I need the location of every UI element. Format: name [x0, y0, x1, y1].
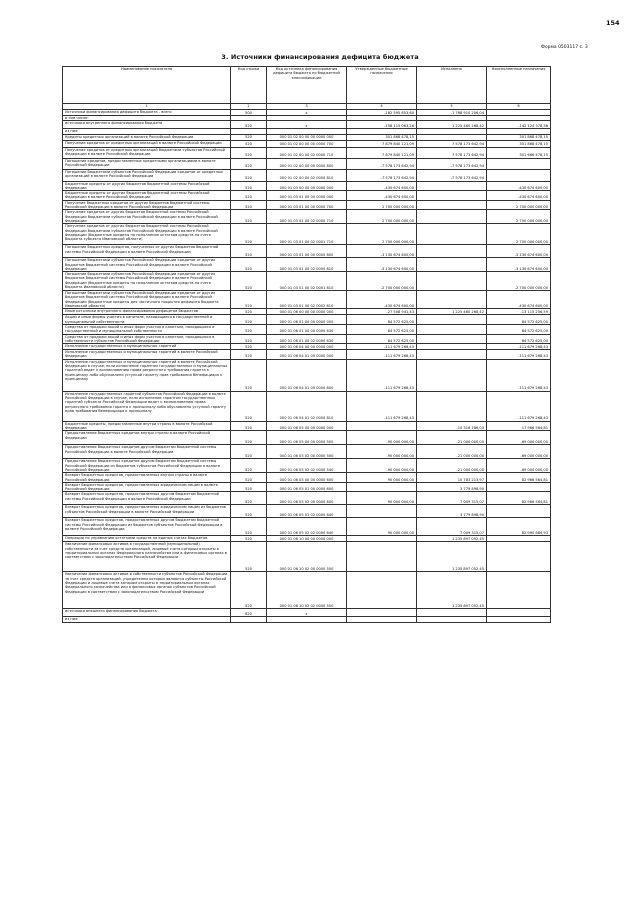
unexecuted-cell: -2 700 000 000,00 — [487, 272, 551, 291]
approved-cell: 7 879 840 121,09 — [347, 147, 417, 158]
line-code-cell: 520 — [231, 181, 267, 191]
table-row — [63, 272, 551, 291]
approved-cell: -90 000 000,00 — [347, 431, 417, 445]
table-row — [63, 291, 551, 309]
table-row — [63, 224, 551, 245]
source-code-cell: 000 01 06 05 00 00 0000 500 — [267, 431, 347, 445]
executed-cell: -7 578 173 642,94 — [417, 169, 487, 181]
line-code-cell: 520 — [231, 258, 267, 272]
unexecuted-cell — [487, 609, 551, 617]
table-row — [63, 617, 551, 622]
unexecuted-cell: -111 679 268,43 — [487, 344, 551, 350]
indicator-name-cell: Погашение бюджетами субъектов Российской Федерации кредитов от других бюджетов бюджетной системы Российской Федерации в валюте Российской Федерации (бюджетные кредиты на пополнение остатков средств на счете бюджета Ивановской области) — [63, 272, 231, 291]
source-code-cell: х — [267, 110, 347, 116]
unexecuted-cell: -13 115 256,59 — [487, 309, 551, 315]
executed-cell: -10 316 786,03 — [417, 421, 487, 431]
unexecuted-cell — [487, 617, 551, 622]
executed-cell — [417, 334, 487, 344]
approved-cell: -3 130 674 600,00 — [347, 258, 417, 272]
form-code: Форма 0503117 с. 3 — [541, 45, 588, 50]
table-row — [63, 158, 551, 169]
table-row — [63, 334, 551, 344]
approved-cell: 301 868 478,15 — [347, 134, 417, 140]
line-code-cell: 520 — [231, 350, 267, 360]
line-code-cell: 520 — [231, 134, 267, 140]
indicator-name-cell: Возврат бюджетных кредитов, предоставленных юридическим лицам в валюте Российской Федерации — [63, 482, 231, 492]
line-code-cell: 520 — [231, 334, 267, 344]
column-index: 4 — [347, 104, 417, 110]
table-row — [63, 210, 551, 224]
table-row — [63, 181, 551, 191]
approved-cell: 84 572 625,00 — [347, 334, 417, 344]
line-code-cell: 520 — [231, 473, 267, 483]
table-row — [63, 258, 551, 272]
source-code-cell: 000 01 06 05 02 00 0000 600 — [267, 492, 347, 505]
column-index: 1 — [63, 104, 231, 110]
executed-cell: -7 578 173 642,94 — [417, 158, 487, 169]
executed-cell: 1 235 897 052,45 — [417, 542, 487, 572]
source-code-cell: 000 01 06 01 00 00 0000 630 — [267, 324, 347, 334]
indicator-name-cell: в том числе: — [63, 116, 231, 121]
source-code-cell: 000 01 03 01 00 02 0002 810 — [267, 291, 347, 309]
approved-cell: -111 679 268,43 — [347, 391, 417, 421]
line-code-cell: 520 — [231, 482, 267, 492]
approved-cell — [347, 572, 417, 609]
header-cell: Утвержденные бюджетные назначения — [347, 67, 417, 104]
line-code-cell: 520 — [231, 245, 267, 258]
executed-cell: 10 783 213,97 — [417, 473, 487, 483]
line-code-cell: 520 — [231, 224, 267, 245]
indicator-name-cell: Средства от продажи акций и иных форм участия в капитале, находящихся в собственности субъектов Российской Федерации — [63, 334, 231, 344]
indicator-name-cell: Исполнение государственных и муниципальных гарантий в валюте Российской Федерации — [63, 350, 231, 360]
approved-cell: -90 000 000,00 — [347, 445, 417, 459]
line-code-cell: 520 — [231, 324, 267, 334]
source-code-cell: 000 01 06 05 01 02 0000 640 — [267, 505, 347, 518]
executed-cell: 3 779 898,90 — [417, 505, 487, 518]
table-row — [63, 431, 551, 445]
source-code-cell: 000 01 06 04 01 02 0000 810 — [267, 391, 347, 421]
line-code-cell: 520 — [231, 200, 267, 210]
approved-cell: 7 879 840 121,09 — [347, 140, 417, 147]
line-code-cell: 520 — [231, 536, 267, 542]
unexecuted-cell: -69 000 000,00 — [487, 445, 551, 459]
indicator-name-cell: Исполнение государственных гарантий субъектов Российской Федерации в валюте Российской Федерации в случае, если исполнение гарантом государственных гарантий субъекта Российской Федерации ведет к возникновению права регрессного требования гаранта к принципалу либо обусловлено уступкой гаранту прав требования бенефициара к принципалу — [63, 391, 231, 421]
executed-cell: -21 000 000,00 — [417, 431, 487, 445]
approved-cell: -111 679 268,43 — [347, 344, 417, 350]
source-code-cell: 000 01 02 00 00 02 0000 810 — [267, 169, 347, 181]
line-code-cell: 520 — [231, 391, 267, 421]
source-code-cell: х — [267, 609, 347, 617]
line-code-cell: 520 — [231, 140, 267, 147]
unexecuted-cell: -430 674 600,00 — [487, 291, 551, 309]
approved-cell: -3 130 674 600,00 — [347, 245, 417, 258]
executed-cell — [417, 324, 487, 334]
unexecuted-cell — [487, 572, 551, 609]
source-code-cell: 000 01 02 00 00 00 0000 800 — [267, 158, 347, 169]
unexecuted-cell: -69 000 000,00 — [487, 459, 551, 473]
indicator-name-cell: Бюджетные кредиты, предоставленные внутри страны в валюте Российской Федерации — [63, 421, 231, 431]
approved-cell: 84 572 625,00 — [347, 324, 417, 334]
approved-cell: 2 700 000 000,00 — [347, 224, 417, 245]
source-code-cell: 000 01 06 01 00 02 0000 630 — [267, 334, 347, 344]
unexecuted-cell: 17 966 564,81 — [487, 421, 551, 431]
unexecuted-cell: 82 966 564,81 — [487, 473, 551, 483]
table-row — [63, 169, 551, 181]
source-code-cell: 000 01 06 05 00 00 0000 600 — [267, 473, 347, 483]
source-code-cell: 000 01 06 05 02 00 0000 500 — [267, 445, 347, 459]
executed-cell — [417, 291, 487, 309]
executed-cell: 7 578 173 642,94 — [417, 147, 487, 158]
page-number: 154 — [606, 19, 620, 27]
table-row — [63, 140, 551, 147]
unexecuted-cell: -111 679 268,43 — [487, 391, 551, 421]
line-code-cell: 520 — [231, 431, 267, 445]
unexecuted-cell: 2 700 000 000,00 — [487, 224, 551, 245]
indicator-name-cell: Средства от продажи акций и иных форм участия в капитале, находящихся в государственной и муниципальной собственности — [63, 324, 231, 334]
line-code-cell: 520 — [231, 191, 267, 201]
financing-sources-table — [62, 66, 551, 623]
approved-cell: -111 679 268,43 — [347, 350, 417, 360]
approved-cell: -430 674 600,00 — [347, 191, 417, 201]
executed-cell — [417, 191, 487, 201]
unexecuted-cell: 82 990 684,93 — [487, 518, 551, 536]
header-cell: Код источника финансирования дефицита бюджета по бюджетной классификации — [267, 67, 347, 104]
executed-cell: 1 225 460 268,42 — [417, 309, 487, 315]
line-code-cell: 520 — [231, 291, 267, 309]
line-code-cell — [231, 617, 267, 622]
source-code-cell: 000 01 06 10 02 00 0000 500 — [267, 542, 347, 572]
indicator-name-cell: Исполнение государственных и муниципальных гарантий в валюте Российской Федерации в случае, если исполнение гарантом государственных и муниципальных гарантий ведет к возникновению права регрессного требования гаранта к принципалу либо обусловлено уступкой гаранту прав требования бенефициара к принципалу — [63, 359, 231, 391]
unexecuted-cell — [487, 169, 551, 181]
executed-cell — [417, 350, 487, 360]
table-row — [63, 492, 551, 505]
indicator-name-cell: Предоставление бюджетных кредитов внутри страны в валюте Российской Федерации — [63, 431, 231, 445]
source-code-cell: 000 01 03 00 00 00 0000 000 — [267, 181, 347, 191]
unexecuted-cell — [487, 482, 551, 492]
unexecuted-cell: -430 674 600,00 — [487, 181, 551, 191]
indicator-name-cell: Кредиты кредитных организаций в валюте Российской Федерации — [63, 134, 231, 140]
indicator-name-cell: Получение кредитов от кредитных организаций бюджетами субъектов Российской Федерации в валюте Российской Федерации — [63, 147, 231, 158]
executed-cell: 1 235 897 052,45 — [417, 536, 487, 542]
header-cell: Код строки — [231, 67, 267, 104]
indicator-name-cell: Операции по управлению остатками средств на единых счетах бюджетов — [63, 536, 231, 542]
unexecuted-cell: -3 130 674 600,00 — [487, 245, 551, 258]
source-code-cell: 000 01 06 05 02 02 0000 540 — [267, 459, 347, 473]
header-cell: Наименование показателя — [63, 67, 231, 104]
line-code-cell: 520 — [231, 344, 267, 350]
indicator-name-cell: Предоставление бюджетных кредитов другим бюджетам бюджетной системы Российской Федерации из бюджетов субъектов Российской Федерации в валюте Российской Федерации — [63, 459, 231, 473]
unexecuted-cell: -69 000 000,00 — [487, 431, 551, 445]
source-code-cell: 000 01 06 01 00 00 0000 000 — [267, 315, 347, 325]
executed-cell: -21 000 000,00 — [417, 459, 487, 473]
line-code-cell: 520 — [231, 147, 267, 158]
table-row — [63, 459, 551, 473]
line-code-cell: 520 — [231, 421, 267, 431]
approved-cell: -111 679 268,43 — [347, 359, 417, 391]
indicator-name-cell: Иные источники внутреннего финансирования дефицитов бюджетов — [63, 309, 231, 315]
header-cell: Исполнено — [417, 67, 487, 104]
table-row — [63, 359, 551, 391]
source-code-cell: 000 01 02 00 00 00 0000 000 — [267, 134, 347, 140]
unexecuted-cell: 2 700 000 000,00 — [487, 200, 551, 210]
table-row — [63, 542, 551, 572]
source-code-cell: х — [267, 121, 347, 129]
line-code-cell: 520 — [231, 359, 267, 391]
unexecuted-cell: 2 700 000 000,00 — [487, 210, 551, 224]
executed-cell — [417, 258, 487, 272]
executed-cell: 1 235 897 052,45 — [417, 572, 487, 609]
approved-cell: -90 000 000,00 — [347, 459, 417, 473]
line-code-cell: 520 — [231, 272, 267, 291]
table-row — [63, 391, 551, 421]
approved-cell: 2 700 000 000,00 — [347, 210, 417, 224]
line-code-cell: 520 — [231, 169, 267, 181]
unexecuted-cell: 84 572 625,00 — [487, 315, 551, 325]
approved-cell: -430 674 600,00 — [347, 181, 417, 191]
column-index: 6 — [487, 104, 551, 110]
executed-cell — [417, 315, 487, 325]
indicator-name-cell: Возврат бюджетных кредитов, предоставленных юридическим лицам из бюджетов субъектов Российской Федерации в валюте Российской Федерации — [63, 505, 231, 518]
indicator-name-cell: Получение кредитов от кредитных организаций в валюте Российской Федерации — [63, 140, 231, 147]
indicator-name-cell: Возврат бюджетных кредитов, предоставленных другим бюджетам бюджетной системы Российской Федерации из бюджетов субъектов Российской Федерации в валюте Российской Федерации — [63, 518, 231, 536]
source-code-cell: 000 01 06 04 01 00 0000 000 — [267, 350, 347, 360]
unexecuted-cell — [487, 158, 551, 169]
line-code-cell: 520 — [231, 121, 267, 129]
approved-cell — [347, 609, 417, 617]
approved-cell: 90 000 000,00 — [347, 518, 417, 536]
source-code-cell: 000 01 03 01 00 02 0001 710 — [267, 224, 347, 245]
executed-cell: -21 000 000,00 — [417, 445, 487, 459]
approved-cell — [347, 505, 417, 518]
source-code-cell — [267, 617, 347, 622]
executed-cell — [417, 245, 487, 258]
approved-cell — [347, 617, 417, 622]
indicator-name-cell: Возврат бюджетных кредитов, предоставленных внутри страны в валюте Российской Федерации — [63, 473, 231, 483]
table-row — [63, 121, 551, 129]
table-row — [63, 518, 551, 536]
indicator-name-cell: Погашение бюджетами субъектов Российской Федерации кредитов от кредитных организаций в валюте Российской Федерации — [63, 169, 231, 181]
table-row — [63, 191, 551, 201]
executed-cell — [417, 359, 487, 391]
source-code-cell: 000 01 03 01 00 00 0000 700 — [267, 200, 347, 210]
table-row — [63, 572, 551, 609]
source-code-cell: 000 01 06 05 02 02 0000 640 — [267, 518, 347, 536]
indicator-name-cell: Исполнение государственных и муниципальных гарантий — [63, 344, 231, 350]
executed-cell: 3 779 898,90 — [417, 482, 487, 492]
table-row — [63, 505, 551, 518]
indicator-name-cell: Возврат бюджетных кредитов, предоставленных другим бюджетам бюджетной системы Российской Федерации в валюте Российской Федерации — [63, 492, 231, 505]
approved-cell: 2 700 000 000,00 — [347, 200, 417, 210]
indicator-name-cell: Получение бюджетных кредитов от других бюджетов бюджетной системы Российской Федерации в валюте Российской Федерации — [63, 200, 231, 210]
line-code-cell: 520 — [231, 505, 267, 518]
line-code-cell: 520 — [231, 492, 267, 505]
table-row — [63, 609, 551, 617]
approved-cell: -27 508 941,43 — [347, 309, 417, 315]
executed-cell — [417, 181, 487, 191]
indicator-name-cell: Источники финансирования дефицита бюджета - всего — [63, 110, 231, 116]
approved-cell: 84 572 625,00 — [347, 315, 417, 325]
unexecuted-cell: 82 966 564,81 — [487, 492, 551, 505]
indicator-name-cell: Получение кредитов от других бюджетов бюджетной системы Российской Федерации бюджетами субъектов Российской Федерации в валюте Российской Федерации — [63, 210, 231, 224]
table-row — [63, 200, 551, 210]
column-index: 5 — [417, 104, 487, 110]
source-code-cell: 000 01 06 04 00 00 0000 000 — [267, 344, 347, 350]
executed-cell — [417, 617, 487, 622]
header-cell: Неисполненные назначения — [487, 67, 551, 104]
approved-cell — [347, 421, 417, 431]
unexecuted-cell — [487, 505, 551, 518]
approved-cell — [347, 482, 417, 492]
executed-cell: 1 225 460 268,42 — [417, 121, 487, 129]
executed-cell: 7 009 315,07 — [417, 492, 487, 505]
source-code-cell: 000 01 06 10 02 02 0000 550 — [267, 572, 347, 609]
unexecuted-cell: 301 868 478,15 — [487, 140, 551, 147]
header-row — [63, 67, 551, 104]
executed-cell — [417, 609, 487, 617]
executed-cell: 7 578 173 642,94 — [417, 140, 487, 147]
source-code-cell: 000 01 06 00 00 00 0000 000 — [267, 309, 347, 315]
approved-cell — [347, 542, 417, 572]
line-code-cell: 520 — [231, 542, 267, 572]
source-code-cell: 000 01 03 01 00 00 0000 800 — [267, 245, 347, 258]
column-index: 2 — [231, 104, 267, 110]
line-code-cell: 520 — [231, 518, 267, 536]
indicator-name-cell: из них: — [63, 129, 231, 134]
table-row — [63, 147, 551, 158]
line-code-cell: 500 — [231, 110, 267, 116]
source-code-cell: 000 01 03 01 00 02 0000 710 — [267, 210, 347, 224]
executed-cell — [417, 272, 487, 291]
table-row — [63, 245, 551, 258]
indicator-name-cell: Бюджетные кредиты от других бюджетов бюджетной системы Российской Федерации в валюте Российской Федерации — [63, 191, 231, 201]
executed-cell: 7 009 315,07 — [417, 518, 487, 536]
executed-cell — [417, 200, 487, 210]
approved-cell: -182 595 853,60 — [347, 110, 417, 116]
unexecuted-cell: 301 666 478,15 — [487, 147, 551, 158]
executed-cell — [417, 224, 487, 245]
line-code-cell: 520 — [231, 445, 267, 459]
table-row — [63, 315, 551, 325]
unexecuted-cell: 84 572 625,00 — [487, 324, 551, 334]
indicator-name-cell: Погашение кредитов, предоставленных кредитными организациями в валюте Российской Федерации — [63, 158, 231, 169]
line-code-cell: 520 — [231, 459, 267, 473]
indicator-name-cell: Акции и иные формы участия в капитале, находящиеся в государственной и муниципальной собственности — [63, 315, 231, 325]
source-code-cell: 000 01 06 10 00 00 0000 000 — [267, 536, 347, 542]
source-code-cell: 000 01 03 01 00 00 0000 000 — [267, 191, 347, 201]
executed-cell: -1 768 910 206,04 — [417, 110, 487, 116]
line-code-cell: 520 — [231, 210, 267, 224]
line-code-cell: 620 — [231, 609, 267, 617]
indicator-name-cell: источники внутреннего финансирования бюджета — [63, 121, 231, 129]
source-code-cell: 000 01 02 00 00 02 0000 710 — [267, 147, 347, 158]
table-row — [63, 482, 551, 492]
source-code-cell: 000 01 02 00 00 00 0000 700 — [267, 140, 347, 147]
source-code-cell: 000 01 03 01 00 02 0001 810 — [267, 272, 347, 291]
indicator-name-cell: источники внешнего финансирования бюджета — [63, 609, 231, 617]
column-index: 3 — [267, 104, 347, 110]
unexecuted-cell: 84 572 625,00 — [487, 334, 551, 344]
source-code-cell: 000 01 06 04 01 00 0000 800 — [267, 359, 347, 391]
indicator-name-cell: из них: — [63, 617, 231, 622]
line-code-cell: 520 — [231, 158, 267, 169]
indicator-name-cell: Погашение бюджетных кредитов, полученных от других бюджетов бюджетной системы Российской Федерации в валюте Российской Федерации — [63, 245, 231, 258]
line-code-cell: 520 — [231, 315, 267, 325]
table-row — [63, 473, 551, 483]
indicator-name-cell: Бюджетные кредиты от других бюджетов бюджетной системы Российской Федерации — [63, 181, 231, 191]
approved-cell: -7 578 173 642,94 — [347, 169, 417, 181]
indicator-name-cell: Погашение бюджетами субъектов Российской Федерации кредитов от других бюджетов бюджетной системы Российской Федерации в валюте Российской Федерации — [63, 258, 231, 272]
unexecuted-cell: -142 124 378,36 — [487, 121, 551, 129]
table-row — [63, 350, 551, 360]
source-code-cell: 000 01 03 01 00 02 0000 810 — [267, 258, 347, 272]
indicator-name-cell: Увеличение финансовых активов в государственной (муниципальной) собственности за счет средств организаций, лицевые счета которым открыты в территориальных органах Федерального казначейства или в финансовых органах в соответствии с законодательством Российской Федерации — [63, 542, 231, 572]
line-code-cell: 520 — [231, 309, 267, 315]
unexecuted-cell: -111 679 268,43 — [487, 350, 551, 360]
page-title: 3. Источники финансирования дефицита бюджета — [221, 53, 419, 61]
executed-cell — [417, 210, 487, 224]
approved-cell: 90 000 000,00 — [347, 473, 417, 483]
unexecuted-cell: -3 130 674 600,00 — [487, 258, 551, 272]
table-row — [63, 324, 551, 334]
indicator-name-cell: Получение кредитов от других бюджетов бюджетной системы Российской Федерации бюджетами субъектов Российской Федерации в валюте Российской Федерации (бюджетные кредиты на пополнение остатков средств на счете бюджета субъекта Ивановской области) — [63, 224, 231, 245]
approved-cell: -158 115 063,26 — [347, 121, 417, 129]
line-code-cell: 520 — [231, 572, 267, 609]
indicator-name-cell: Увеличение финансовых активов в собственности субъектов Российской Федерации за счет средств организаций, учредителем которых являются субъекты Российской Федерации и лицевые счета которым открыты в территориальных органах Федерального казначейства или в финансовых органах субъектов Российской Федерации в соответствии с законодательством Российской Федерации — [63, 572, 231, 609]
approved-cell: 90 000 000,00 — [347, 492, 417, 505]
approved-cell: -2 700 000 000,00 — [347, 272, 417, 291]
approved-cell: -430 674 600,00 — [347, 291, 417, 309]
source-code-cell: 000 01 06 05 00 00 0000 000 — [267, 421, 347, 431]
indicator-name-cell: Погашение бюджетами субъектов Российской Федерации кредитов от других бюджетов бюджетной системы Российской Федерации в валюте Российской Федерации (бюджетные кредиты для частичного покрытия дефицита бюджета Ивановской области) — [63, 291, 231, 309]
table-row — [63, 445, 551, 459]
source-code-cell: 000 01 06 05 01 00 0000 600 — [267, 482, 347, 492]
unexecuted-cell: -111 679 268,43 — [487, 359, 551, 391]
indicator-name-cell: Предоставление бюджетных кредитов другим бюджетам бюджетной системы Российской Федерации в валюте Российской Федерации — [63, 445, 231, 459]
approved-cell: -7 578 173 642,94 — [347, 158, 417, 169]
unexecuted-cell: -430 674 600,00 — [487, 191, 551, 201]
table-row — [63, 421, 551, 431]
unexecuted-cell — [487, 542, 551, 572]
executed-cell — [417, 391, 487, 421]
unexecuted-cell: 301 868 478,15 — [487, 134, 551, 140]
